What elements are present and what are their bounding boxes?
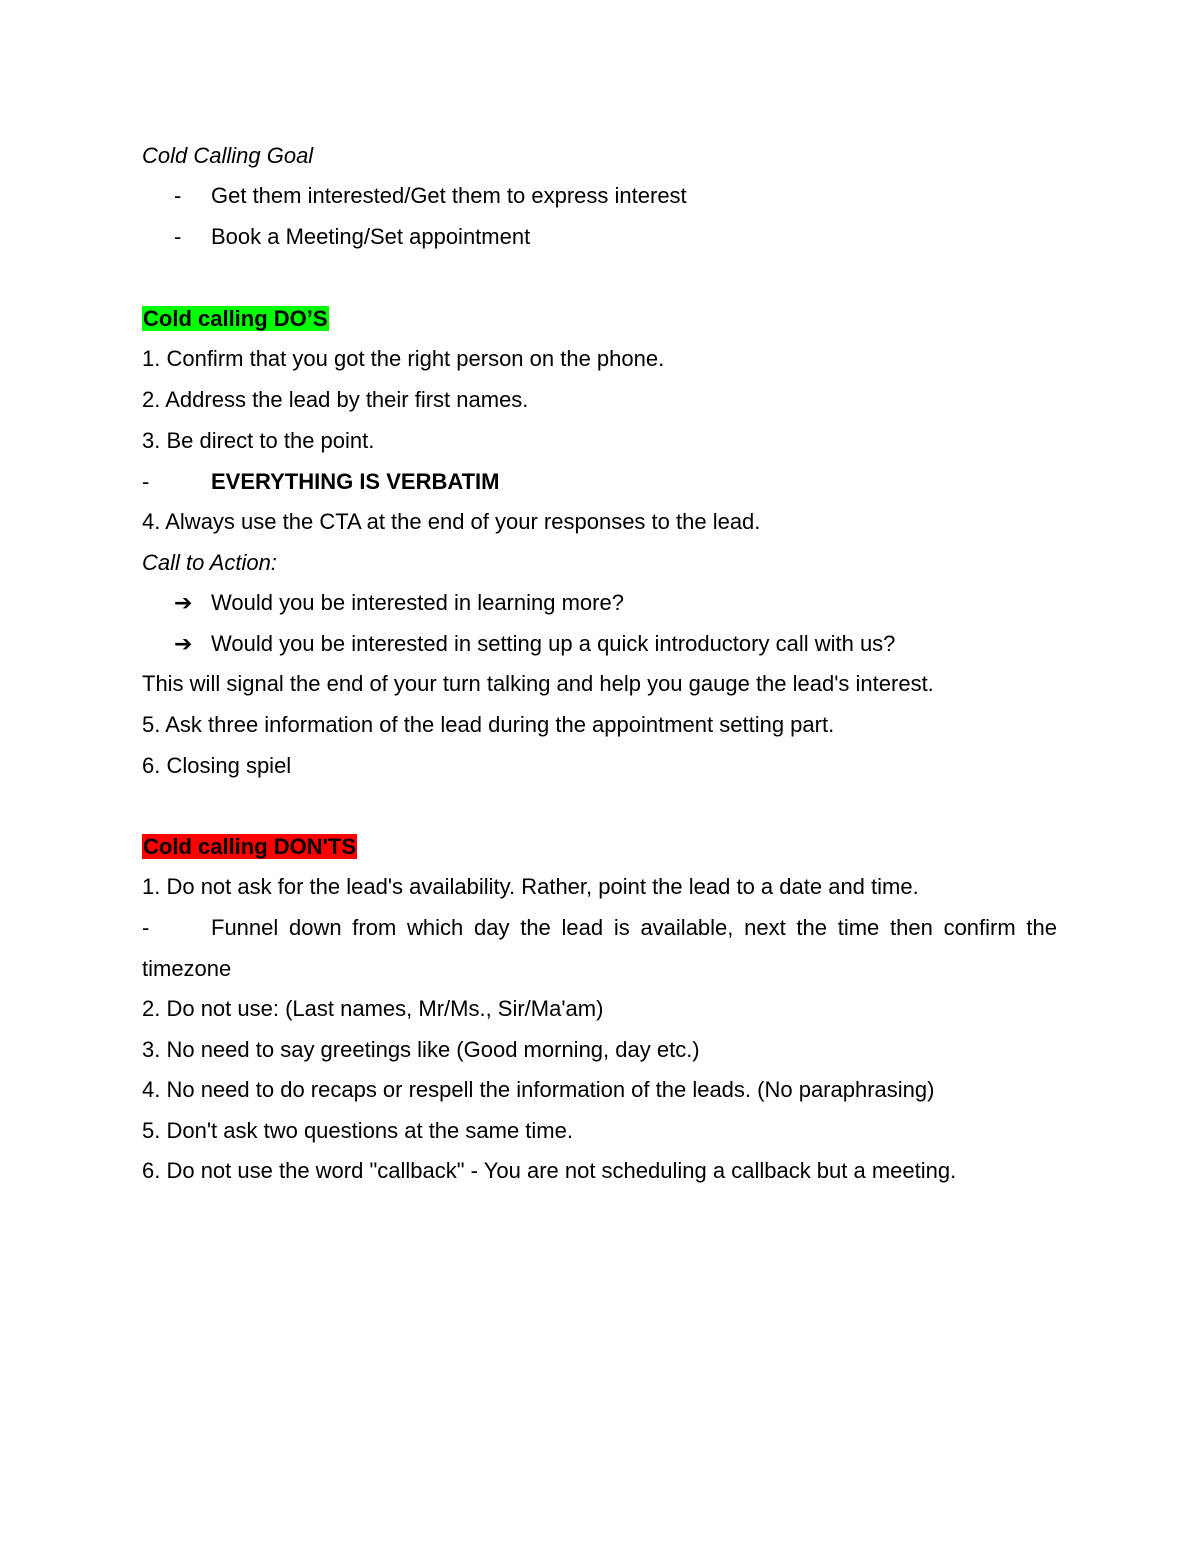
- donts-subitem-text: Funnel down from which day the lead is available, next the time then confirm the: [211, 915, 1057, 940]
- dos-item-2: 2. Address the lead by their first names.: [142, 387, 529, 412]
- arrow-bullet-icon: ➔: [174, 631, 193, 656]
- donts-subitem-continuation: timezone: [142, 956, 232, 981]
- cta-note: This will signal the end of your turn talking and help you gauge the lead's interest.: [142, 671, 934, 696]
- cta-item: [174, 590, 624, 616]
- dos-item-1: 1. Confirm that you got the right person on the phone.: [142, 346, 665, 371]
- donts-item-5: 5. Don't ask two questions at the same time.: [142, 1118, 573, 1143]
- dos-note: [142, 469, 500, 495]
- dash-bullet: -: [174, 224, 182, 249]
- cta-item-text: Would you be interested in setting up a quick introductory call with us?: [211, 631, 896, 656]
- arrow-bullet-icon: ➔: [174, 590, 193, 615]
- donts-item-6: 6. Do not use the word "callback" - You are not scheduling a callback but a meeting.: [142, 1158, 957, 1183]
- goal-item: [174, 183, 687, 209]
- dos-heading-text: Cold calling DO’S: [143, 306, 328, 331]
- dash-bullet: -: [174, 183, 182, 208]
- dos-item-6: 6. Closing spiel: [142, 753, 292, 778]
- dos-item-4: 4. Always use the CTA at the end of your responses to the lead.: [142, 509, 761, 534]
- goal-item-text: Get them interested/Get them to express interest: [211, 183, 687, 208]
- dash-bullet: -: [142, 915, 150, 940]
- goal-item-text: Book a Meeting/Set appointment: [211, 224, 531, 249]
- donts-heading: [142, 834, 357, 860]
- donts-subitem: [142, 915, 1057, 941]
- goal-title: Cold Calling Goal: [142, 143, 314, 168]
- donts-item-3: 3. No need to say greetings like (Good morning, day etc.): [142, 1037, 700, 1062]
- dos-heading: [142, 306, 329, 332]
- donts-item-4: 4. No need to do recaps or respell the information of the leads. (No paraphrasing): [142, 1077, 935, 1102]
- donts-heading-text: Cold calling DON'TS: [143, 834, 357, 859]
- cta-item-text: Would you be interested in learning more?: [211, 590, 624, 615]
- cta-item: [174, 631, 896, 657]
- dos-item-3: 3. Be direct to the point.: [142, 428, 375, 453]
- dos-item-5: 5. Ask three information of the lead during the appointment setting part.: [142, 712, 835, 737]
- donts-item-1: 1. Do not ask for the lead's availability. Rather, point the lead to a date and time.: [142, 874, 919, 899]
- verbatim-note: EVERYTHING IS VERBATIM: [211, 469, 500, 494]
- dash-bullet: -: [142, 469, 150, 494]
- goal-item: [174, 224, 531, 250]
- donts-item-2: 2. Do not use: (Last names, Mr/Ms., Sir/Ma'am): [142, 996, 604, 1021]
- cta-label: Call to Action:: [142, 550, 277, 575]
